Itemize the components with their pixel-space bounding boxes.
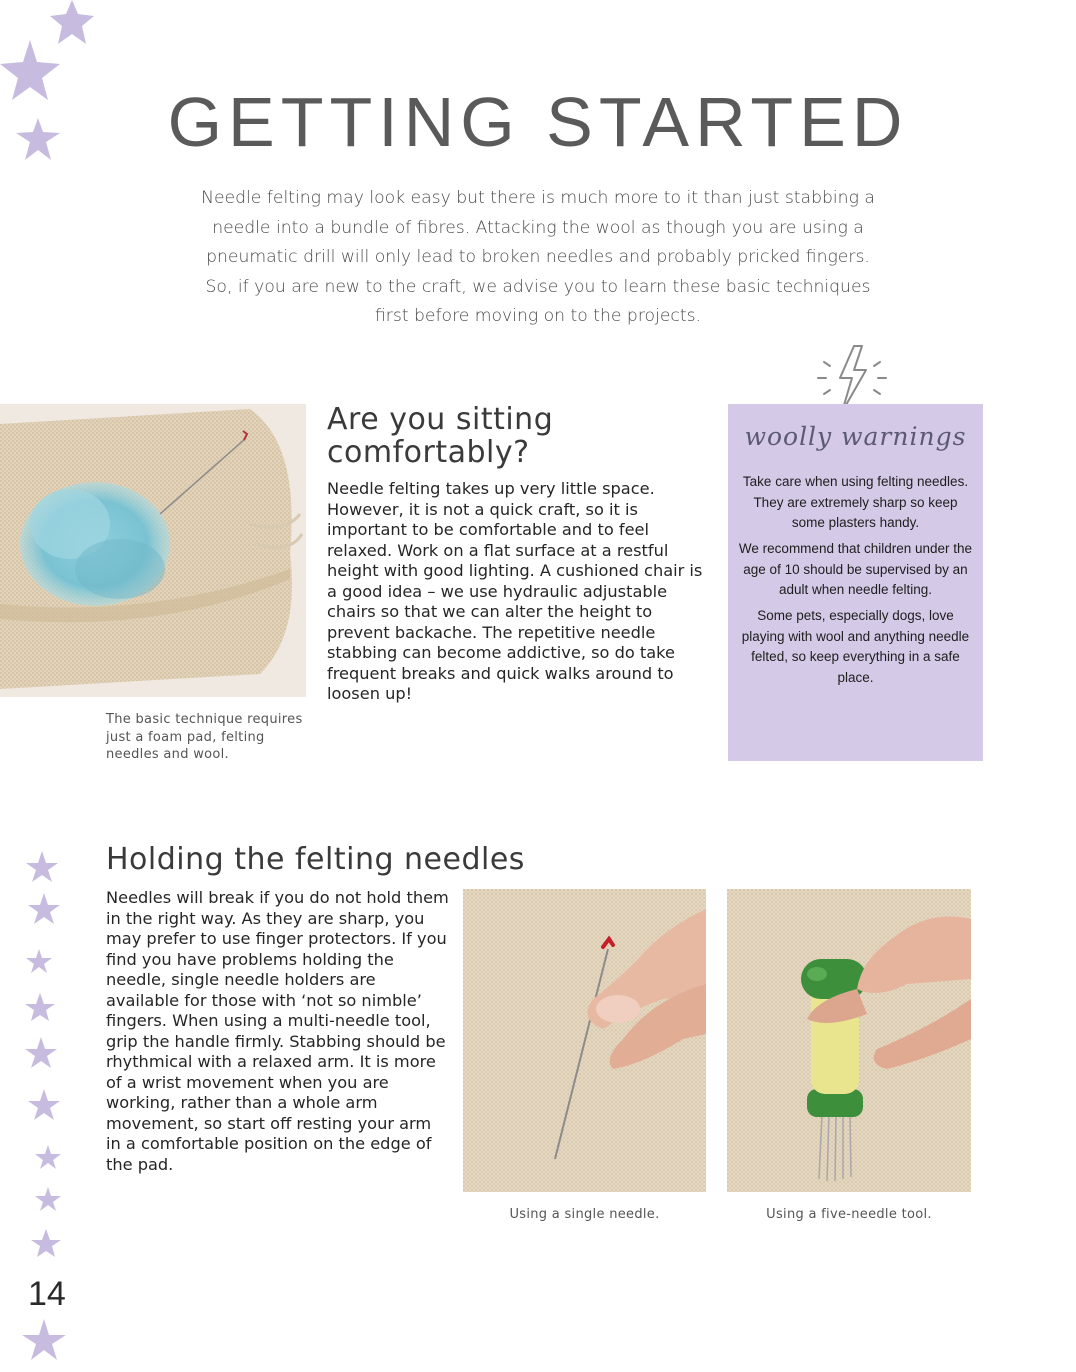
heading-sitting-comfortably: Are you sitting comfortably?	[327, 402, 554, 470]
page-number: 14	[28, 1275, 66, 1313]
star-icon	[26, 949, 52, 973]
woolly-warnings-box	[728, 404, 983, 761]
star-icon	[25, 993, 55, 1021]
star-icon	[35, 1145, 61, 1169]
body-holding-needles: Needles will break if you do not hold them in the right way. As they are sharp, you may prefer to use finger protectors. If you find you have problems holding the needle, single needle holders are available for those with ‘not so nimble’ fingers. When using a multi-needle tool, grip the handle firmly. Stabbing should be rhythmical with a relaxed arm. It is more of a wrist movement when you are working, rather than a whole arm movement, so start off resting your arm in a comfortable position on the edge of the pad.	[106, 888, 449, 1174]
star-icon	[28, 893, 60, 924]
caption-five-needle-tool: Using a five-needle tool.	[766, 1207, 932, 1222]
warning-item: Some pets, especially dogs, love playing with wool and anything needle felted, so keep everything in a safe place.	[741, 608, 970, 685]
warning-item: We recommend that children under the age of 10 should be supervised by an adult when needle felting.	[738, 541, 973, 597]
body-sitting-comfortably: Needle felting takes up very little space. However, it is not a quick craft, so it is important to be comfortable and to feel relaxed. Work on a flat surface at a restful height with good lighting. A cushioned chair is a good idea – we use hydraulic adjustable chairs so that we can alter the height to prevent backache. The repetitive needle stabbing can become addictive, so do take frequent breaks and quick walks around to loosen up!	[327, 479, 703, 703]
star-icon	[50, 0, 94, 44]
warnings-title: woolly warnings	[744, 422, 967, 451]
intro-paragraph: Needle felting may look easy but there is much more to it than just stabbing a needle into a bundle of fibres. Attacking the wool as though you are using a pneumatic drill will only lead to broken needles and probably pricked fingers. So, if you are new to the craft, we advise you to learn these basic techniques first before moving on to the projects.	[201, 188, 875, 326]
heading-holding-needles: Holding the felting needles	[106, 842, 525, 877]
star-icon	[26, 851, 58, 882]
photo-wool-on-pad	[0, 404, 306, 697]
star-icon	[28, 1089, 60, 1120]
caption-single-needle: Using a single needle.	[509, 1207, 660, 1222]
star-icon	[31, 1229, 61, 1257]
photo-caption-technique: The basic technique requires just a foam pad, felting needles and wool.	[106, 712, 303, 762]
photo-single-needle	[463, 889, 706, 1192]
photo-five-needle-tool	[727, 889, 971, 1192]
star-icon	[25, 1037, 57, 1068]
star-icon	[35, 1187, 61, 1211]
warning-item: Take care when using felting needles. They are extremely sharp so keep some plasters handy.	[742, 474, 969, 530]
page-title: GETTING STARTED	[167, 83, 909, 161]
star-icon	[22, 1319, 66, 1360]
